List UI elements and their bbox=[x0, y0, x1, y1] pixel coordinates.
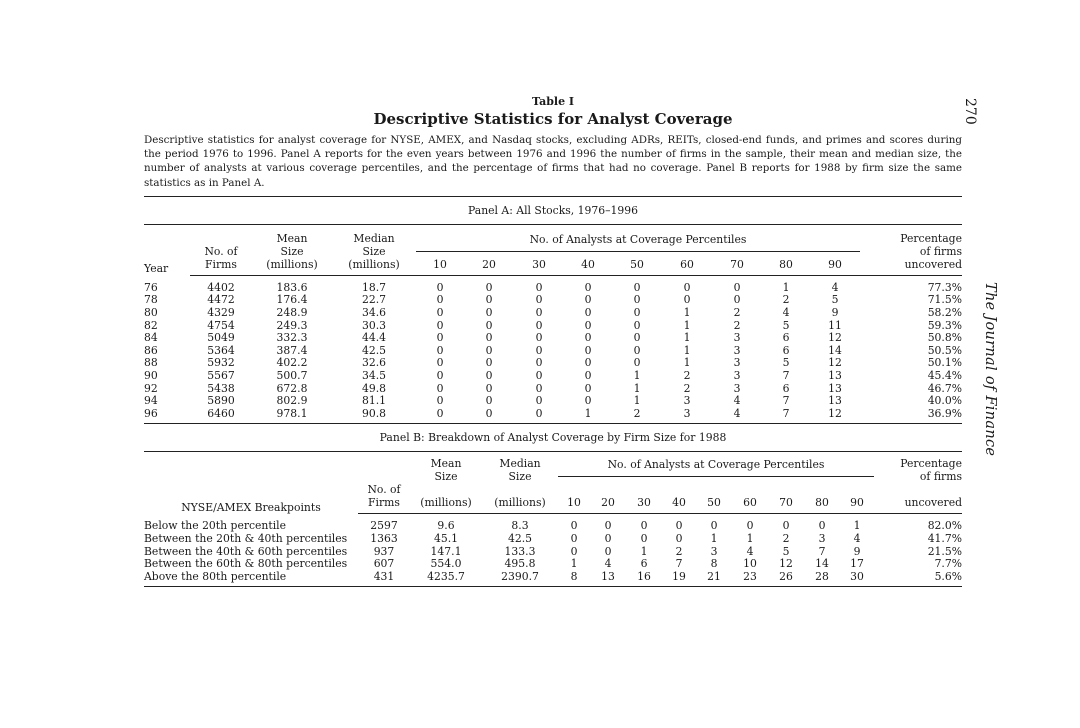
b-header-median-2: Size bbox=[508, 470, 532, 484]
panel-a-title: Panel A: All Stocks, 1976–1996 bbox=[467, 203, 639, 217]
table-cell: 42.5 bbox=[361, 343, 387, 357]
table-cell: 5932 bbox=[207, 356, 235, 370]
b-header-p70: 70 bbox=[768, 483, 804, 514]
table-cell: 0 bbox=[436, 331, 444, 345]
table-cell: 2390.7 bbox=[482, 571, 558, 587]
table-cell: 0 bbox=[485, 280, 493, 294]
table-cell: 12 bbox=[828, 331, 842, 345]
table-cell: 0 bbox=[570, 531, 578, 545]
table-cell: 402.2 bbox=[276, 356, 308, 370]
table-cell: 12 bbox=[779, 557, 793, 571]
table-cell: 84 bbox=[144, 331, 158, 345]
table-cell: 0 bbox=[633, 343, 641, 357]
table-cell: 5567 bbox=[207, 368, 235, 382]
table-cell: 0 bbox=[584, 343, 592, 357]
table-cell: 176.4 bbox=[276, 293, 308, 307]
panel-a-body bbox=[144, 275, 962, 424]
table-cell: 0 bbox=[514, 408, 564, 424]
table-row bbox=[144, 332, 962, 345]
table-cell: 0 bbox=[535, 394, 543, 408]
table-cell: 1 bbox=[683, 306, 691, 319]
table-cell: 802.9 bbox=[276, 394, 308, 408]
table-cell: 0 bbox=[416, 408, 464, 424]
table-cell: 32.6 bbox=[361, 356, 387, 370]
table-row bbox=[144, 408, 962, 424]
b-header-median-1: Median bbox=[499, 457, 541, 471]
header-mean-2: Size bbox=[280, 244, 304, 258]
b-header-uncovered-1: Percentage bbox=[900, 457, 962, 471]
table-cell: 7 bbox=[675, 557, 683, 571]
header-p60: 60 bbox=[662, 258, 712, 276]
table-cell: 90 bbox=[144, 368, 158, 382]
b-header-p50: 50 bbox=[696, 483, 732, 514]
table-cell: 0 bbox=[584, 356, 592, 370]
b-header-mean-3: (millions) bbox=[420, 496, 472, 510]
table-cell: 0 bbox=[535, 368, 543, 382]
table-cell: 16 bbox=[626, 571, 662, 587]
table-cell: 49.8 bbox=[361, 381, 387, 395]
table-cell: 6 bbox=[782, 343, 790, 357]
header-p80: 80 bbox=[762, 258, 810, 276]
table-cell: 8 bbox=[558, 571, 590, 587]
table-cell: 11 bbox=[828, 318, 842, 332]
header-year: Year bbox=[144, 262, 169, 276]
table-cell: 30.3 bbox=[361, 318, 387, 332]
table-cell: 45.1 bbox=[433, 531, 459, 545]
table-cell: 0 bbox=[733, 293, 741, 307]
b-header-p90: 90 bbox=[840, 483, 874, 514]
table-cell: 5364 bbox=[207, 343, 235, 357]
table-cell: 0 bbox=[633, 280, 641, 294]
table-cell: Between the 20th & 40th percentiles bbox=[144, 531, 348, 545]
table-cell: 0 bbox=[464, 408, 514, 424]
table-cell: 249.3 bbox=[276, 318, 308, 332]
table-cell: 607 bbox=[373, 557, 395, 571]
table-cell: 3 bbox=[683, 394, 691, 408]
header-uncovered-2: of firms bbox=[919, 244, 962, 258]
table-cell: 0 bbox=[733, 280, 741, 294]
table-cell: 4 bbox=[733, 394, 741, 408]
b-header-median-3: (millions) bbox=[494, 496, 546, 510]
table-cell: 0 bbox=[746, 519, 754, 533]
b-header-uncovered-3: uncovered bbox=[904, 496, 962, 510]
header-mean-3: (millions) bbox=[266, 257, 318, 271]
table-cell: 1363 bbox=[370, 531, 398, 545]
table-cell: 0 bbox=[485, 306, 493, 319]
table-cell: 30 bbox=[840, 571, 874, 587]
table-section bbox=[144, 95, 962, 587]
header-p90: 90 bbox=[810, 258, 860, 276]
table-cell: 9 bbox=[853, 544, 861, 558]
panel-b-body bbox=[144, 514, 962, 587]
table-cell: 76 bbox=[144, 280, 158, 294]
table-cell: 3 bbox=[733, 331, 741, 345]
header-median-2: Size bbox=[362, 244, 386, 258]
table-cell: 7 bbox=[782, 394, 790, 408]
table-cell: 0 bbox=[633, 331, 641, 345]
table-cell: 937 bbox=[373, 544, 395, 558]
table-cell: 3 bbox=[818, 531, 826, 545]
header-uncovered-1: Percentage bbox=[900, 231, 962, 245]
table-title: Descriptive Statistics for Analyst Coverage bbox=[373, 110, 733, 128]
table-cell: 8 bbox=[710, 557, 718, 571]
header-p70: 70 bbox=[712, 258, 762, 276]
table-cell: 431 bbox=[358, 571, 410, 587]
table-cell: 0 bbox=[584, 381, 592, 395]
table-cell: 0 bbox=[633, 293, 641, 307]
table-row bbox=[144, 294, 962, 307]
b-header-percentile-group: No. of Analysts at Coverage Percentiles bbox=[558, 458, 874, 477]
table-cell: 183.6 bbox=[276, 280, 308, 294]
table-cell: 0 bbox=[436, 368, 444, 382]
table-cell: 34.5 bbox=[361, 368, 387, 382]
table-cell: 0 bbox=[436, 318, 444, 332]
table-cell: 3 bbox=[662, 408, 712, 424]
b-header-p40: 40 bbox=[662, 483, 696, 514]
table-cell: 80 bbox=[144, 306, 158, 319]
table-cell: 0 bbox=[436, 356, 444, 370]
table-cell: 10 bbox=[743, 557, 757, 571]
table-cell: Below the 20th percentile bbox=[144, 519, 287, 533]
table-cell: 1 bbox=[683, 356, 691, 370]
table-cell: 26 bbox=[768, 571, 804, 587]
panel-b-title: Panel B: Breakdown of Analyst Coverage by Firm Size for 1988 bbox=[379, 431, 727, 445]
header-p50: 50 bbox=[612, 258, 662, 276]
table-cell: 0 bbox=[584, 368, 592, 382]
table-cell: 1 bbox=[746, 531, 754, 545]
table-cell: 0 bbox=[640, 531, 648, 545]
table-cell: 4 bbox=[712, 408, 762, 424]
table-cell: 6 bbox=[640, 557, 648, 571]
table-cell: 5049 bbox=[207, 331, 235, 345]
table-cell: 9.6 bbox=[437, 519, 455, 533]
table-cell: 332.3 bbox=[276, 331, 308, 345]
table-cell: 0 bbox=[485, 343, 493, 357]
table-cell: 0 bbox=[436, 343, 444, 357]
table-cell: 0 bbox=[535, 356, 543, 370]
panel-b-table bbox=[144, 451, 962, 587]
table-cell: 4235.7 bbox=[410, 571, 482, 587]
table-label: Table I bbox=[531, 95, 575, 108]
table-row bbox=[144, 307, 962, 320]
table-cell: 1 bbox=[633, 394, 641, 408]
table-cell: 50.1% bbox=[927, 356, 962, 370]
table-cell: 13 bbox=[828, 394, 842, 408]
table-cell: 4 bbox=[831, 280, 839, 294]
b-header-p20: 20 bbox=[590, 483, 626, 514]
table-cell: 1 bbox=[640, 544, 648, 558]
table-cell: 0 bbox=[485, 381, 493, 395]
table-cell: 82 bbox=[144, 318, 158, 332]
table-cell: 387.4 bbox=[276, 343, 308, 357]
b-header-firms-1: No. of bbox=[367, 483, 401, 497]
table-cell: 7.7% bbox=[934, 557, 962, 571]
table-cell: 0 bbox=[436, 394, 444, 408]
b-header-firms-2: Firms bbox=[368, 496, 400, 510]
table-cell: 92 bbox=[144, 381, 158, 395]
table-cell: 59.3% bbox=[927, 318, 962, 332]
table-cell: 2 bbox=[675, 544, 683, 558]
b-header-p10: 10 bbox=[558, 483, 590, 514]
table-cell: Between the 40th & 60th percentiles bbox=[144, 544, 348, 558]
table-cell: 71.5% bbox=[927, 293, 962, 307]
table-cell: 0 bbox=[683, 293, 691, 307]
table-cell: 133.3 bbox=[504, 544, 536, 558]
table-cell: 58.2% bbox=[927, 306, 962, 319]
table-cell: 21 bbox=[696, 571, 732, 587]
table-cell: 12 bbox=[810, 408, 860, 424]
table-cell: 40.0% bbox=[927, 394, 962, 408]
table-cell: 9 bbox=[831, 306, 839, 319]
table-cell: 4 bbox=[853, 531, 861, 545]
table-cell: 0 bbox=[584, 306, 592, 319]
table-cell: 3 bbox=[733, 343, 741, 357]
table-cell: 495.8 bbox=[504, 557, 536, 571]
table-cell: 0 bbox=[535, 343, 543, 357]
table-cell: 42.5 bbox=[507, 531, 533, 545]
table-cell: Above the 80th percentile bbox=[144, 571, 358, 587]
table-cell: 4754 bbox=[207, 318, 235, 332]
table-cell: 0 bbox=[584, 293, 592, 307]
table-cell: 0 bbox=[782, 519, 790, 533]
table-cell: 13 bbox=[828, 381, 842, 395]
table-cell: 0 bbox=[604, 544, 612, 558]
table-cell: 248.9 bbox=[276, 306, 308, 319]
header-median-3: (millions) bbox=[348, 257, 400, 271]
table-cell: 0 bbox=[436, 306, 444, 319]
table-cell: 18.7 bbox=[361, 280, 387, 294]
table-cell: 5 bbox=[782, 544, 790, 558]
table-cell: 0 bbox=[633, 306, 641, 319]
table-cell: 1 bbox=[710, 531, 718, 545]
table-cell: 1 bbox=[853, 519, 861, 533]
table-cell: 21.5% bbox=[927, 544, 962, 558]
header-mean-1: Mean bbox=[276, 231, 308, 245]
table-cell: 0 bbox=[604, 519, 612, 533]
table-cell: 0 bbox=[485, 356, 493, 370]
b-header-p30: 30 bbox=[626, 483, 662, 514]
table-cell: 94 bbox=[144, 394, 158, 408]
table-cell: 17 bbox=[850, 557, 864, 571]
table-cell: 0 bbox=[584, 280, 592, 294]
table-cell: 5.6% bbox=[874, 571, 962, 587]
table-cell: 0 bbox=[485, 318, 493, 332]
table-cell: 0 bbox=[485, 331, 493, 345]
table-cell: 41.7% bbox=[927, 531, 962, 545]
table-cell: 978.1 bbox=[252, 408, 332, 424]
table-cell: 1 bbox=[564, 408, 612, 424]
table-row bbox=[144, 558, 962, 571]
header-breakpoints: NYSE/AMEX Breakpoints bbox=[181, 500, 321, 514]
table-cell: 7 bbox=[762, 408, 810, 424]
table-cell: 1 bbox=[683, 343, 691, 357]
table-cell: 7 bbox=[782, 368, 790, 382]
page-number: 270 bbox=[962, 98, 978, 125]
table-cell: 0 bbox=[436, 381, 444, 395]
table-cell: 7 bbox=[818, 544, 826, 558]
table-cell: 6 bbox=[782, 381, 790, 395]
header-p20: 20 bbox=[464, 258, 514, 276]
header-p40: 40 bbox=[564, 258, 612, 276]
table-row bbox=[144, 533, 962, 546]
table-cell: 0 bbox=[535, 381, 543, 395]
table-cell: Between the 60th & 80th percentiles bbox=[144, 557, 348, 571]
table-cell: 12 bbox=[828, 356, 842, 370]
table-cell: 0 bbox=[535, 280, 543, 294]
table-cell: 6 bbox=[782, 331, 790, 345]
b-header-mean-2: Size bbox=[434, 470, 458, 484]
table-cell: 0 bbox=[436, 293, 444, 307]
table-cell: 2 bbox=[782, 293, 790, 307]
table-cell: 554.0 bbox=[430, 557, 462, 571]
table-cell: 0 bbox=[535, 318, 543, 332]
table-cell: 4 bbox=[746, 544, 754, 558]
b-header-uncovered-2: of firms bbox=[919, 470, 962, 484]
header-p30: 30 bbox=[514, 258, 564, 276]
table-cell: 0 bbox=[584, 318, 592, 332]
table-cell: 0 bbox=[683, 280, 691, 294]
header-firms-2: Firms bbox=[205, 257, 237, 271]
table-cell: 0 bbox=[710, 519, 718, 533]
table-cell: 0 bbox=[584, 394, 592, 408]
table-cell: 13 bbox=[828, 368, 842, 382]
table-cell: 50.8% bbox=[927, 331, 962, 345]
header-firms-1: No. of bbox=[204, 244, 238, 258]
table-cell: 0 bbox=[675, 531, 683, 545]
table-row bbox=[144, 275, 962, 294]
table-cell: 19 bbox=[662, 571, 696, 587]
table-cell: 5 bbox=[782, 318, 790, 332]
table-cell: 0 bbox=[485, 293, 493, 307]
table-cell: 147.1 bbox=[430, 544, 462, 558]
table-cell: 46.7% bbox=[927, 381, 962, 395]
table-cell: 5 bbox=[831, 293, 839, 307]
header-p10: 10 bbox=[416, 258, 464, 276]
table-cell: 1 bbox=[683, 318, 691, 332]
table-cell: 2 bbox=[782, 531, 790, 545]
table-cell: 28 bbox=[804, 571, 840, 587]
table-cell: 0 bbox=[535, 306, 543, 319]
table-cell: 0 bbox=[535, 331, 543, 345]
table-cell: 1 bbox=[633, 381, 641, 395]
table-cell: 0 bbox=[584, 331, 592, 345]
table-cell: 1 bbox=[633, 368, 641, 382]
table-cell: 0 bbox=[604, 531, 612, 545]
table-cell: 3 bbox=[733, 368, 741, 382]
table-cell: 82.0% bbox=[927, 519, 962, 533]
table-cell: 22.7 bbox=[361, 293, 387, 307]
table-cell: 4 bbox=[782, 306, 790, 319]
table-cell: 1 bbox=[782, 280, 790, 294]
table-cell: 3 bbox=[710, 544, 718, 558]
table-cell: 77.3% bbox=[927, 280, 962, 294]
table-cell: 13 bbox=[590, 571, 626, 587]
table-cell: 672.8 bbox=[276, 381, 308, 395]
table-cell: 2 bbox=[683, 381, 691, 395]
table-cell: 78 bbox=[144, 293, 158, 307]
table-cell: 4472 bbox=[207, 293, 235, 307]
table-cell: 3 bbox=[733, 381, 741, 395]
panel-a-table bbox=[144, 224, 962, 425]
b-header-p80: 80 bbox=[804, 483, 840, 514]
table-cell: 14 bbox=[815, 557, 829, 571]
header-uncovered-3: uncovered bbox=[904, 257, 962, 271]
table-cell: 14 bbox=[828, 343, 842, 357]
table-cell: 2 bbox=[733, 318, 741, 332]
table-cell: 86 bbox=[144, 343, 158, 357]
table-cell: 4 bbox=[604, 557, 612, 571]
table-cell: 0 bbox=[633, 318, 641, 332]
table-cell: 6460 bbox=[190, 408, 252, 424]
table-cell: 0 bbox=[675, 519, 683, 533]
table-cell: 5890 bbox=[207, 394, 235, 408]
table-cell: 2 bbox=[733, 306, 741, 319]
table-cell: 2597 bbox=[370, 519, 398, 533]
table-caption: Descriptive statistics for analyst coverage for NYSE, AMEX, and Nasdaq stocks, excluding ADRs, REITs, closed-end funds, and primes and scores during the period 1976 to 1996. Panel A reports for the even years between 1976 and 1996 the number of firms in the sample, their mean and median size, the number of analysts at various coverage percentiles, and the percentage of firms that had no coverage. Panel B reports for 1988 by firm size the same statistics as in Panel A. bbox=[144, 134, 962, 189]
table-cell: 36.9% bbox=[860, 408, 962, 424]
table-cell: 50.5% bbox=[927, 343, 962, 357]
table-cell: 0 bbox=[535, 293, 543, 307]
table-cell: 45.4% bbox=[927, 368, 962, 382]
header-percentile-group: No. of Analysts at Coverage Percentiles bbox=[416, 233, 860, 252]
table-cell: 90.8 bbox=[332, 408, 416, 424]
table-cell: 0 bbox=[640, 519, 648, 533]
table-cell: 2 bbox=[683, 368, 691, 382]
table-cell: 1 bbox=[570, 557, 578, 571]
table-cell: 1 bbox=[683, 331, 691, 345]
table-cell: 8.3 bbox=[511, 519, 529, 533]
table-cell: 2 bbox=[612, 408, 662, 424]
table-row bbox=[144, 395, 962, 408]
table-cell: 0 bbox=[633, 356, 641, 370]
table-cell: 96 bbox=[144, 408, 190, 424]
table-cell: 4402 bbox=[207, 280, 235, 294]
table-cell: 0 bbox=[436, 280, 444, 294]
table-cell: 3 bbox=[733, 356, 741, 370]
b-header-mean-1: Mean bbox=[430, 457, 462, 471]
table-cell: 500.7 bbox=[276, 368, 308, 382]
table-cell: 44.4 bbox=[361, 331, 387, 345]
table-cell: 34.6 bbox=[361, 306, 387, 319]
table-row bbox=[144, 514, 962, 533]
b-header-p60: 60 bbox=[732, 483, 768, 514]
table-row bbox=[144, 370, 962, 383]
table-cell: 0 bbox=[570, 544, 578, 558]
table-cell: 23 bbox=[732, 571, 768, 587]
table-row bbox=[144, 571, 962, 587]
header-median-1: Median bbox=[353, 231, 395, 245]
table-cell: 0 bbox=[818, 519, 826, 533]
table-cell: 4329 bbox=[207, 306, 235, 319]
table-cell: 5 bbox=[782, 356, 790, 370]
table-cell: 0 bbox=[485, 394, 493, 408]
table-cell: 88 bbox=[144, 356, 158, 370]
table-cell: 0 bbox=[485, 368, 493, 382]
table-cell: 5438 bbox=[207, 381, 235, 395]
table-cell: 0 bbox=[570, 519, 578, 533]
table-cell: 81.1 bbox=[361, 394, 387, 408]
journal-name: The Journal of Finance bbox=[982, 282, 998, 457]
